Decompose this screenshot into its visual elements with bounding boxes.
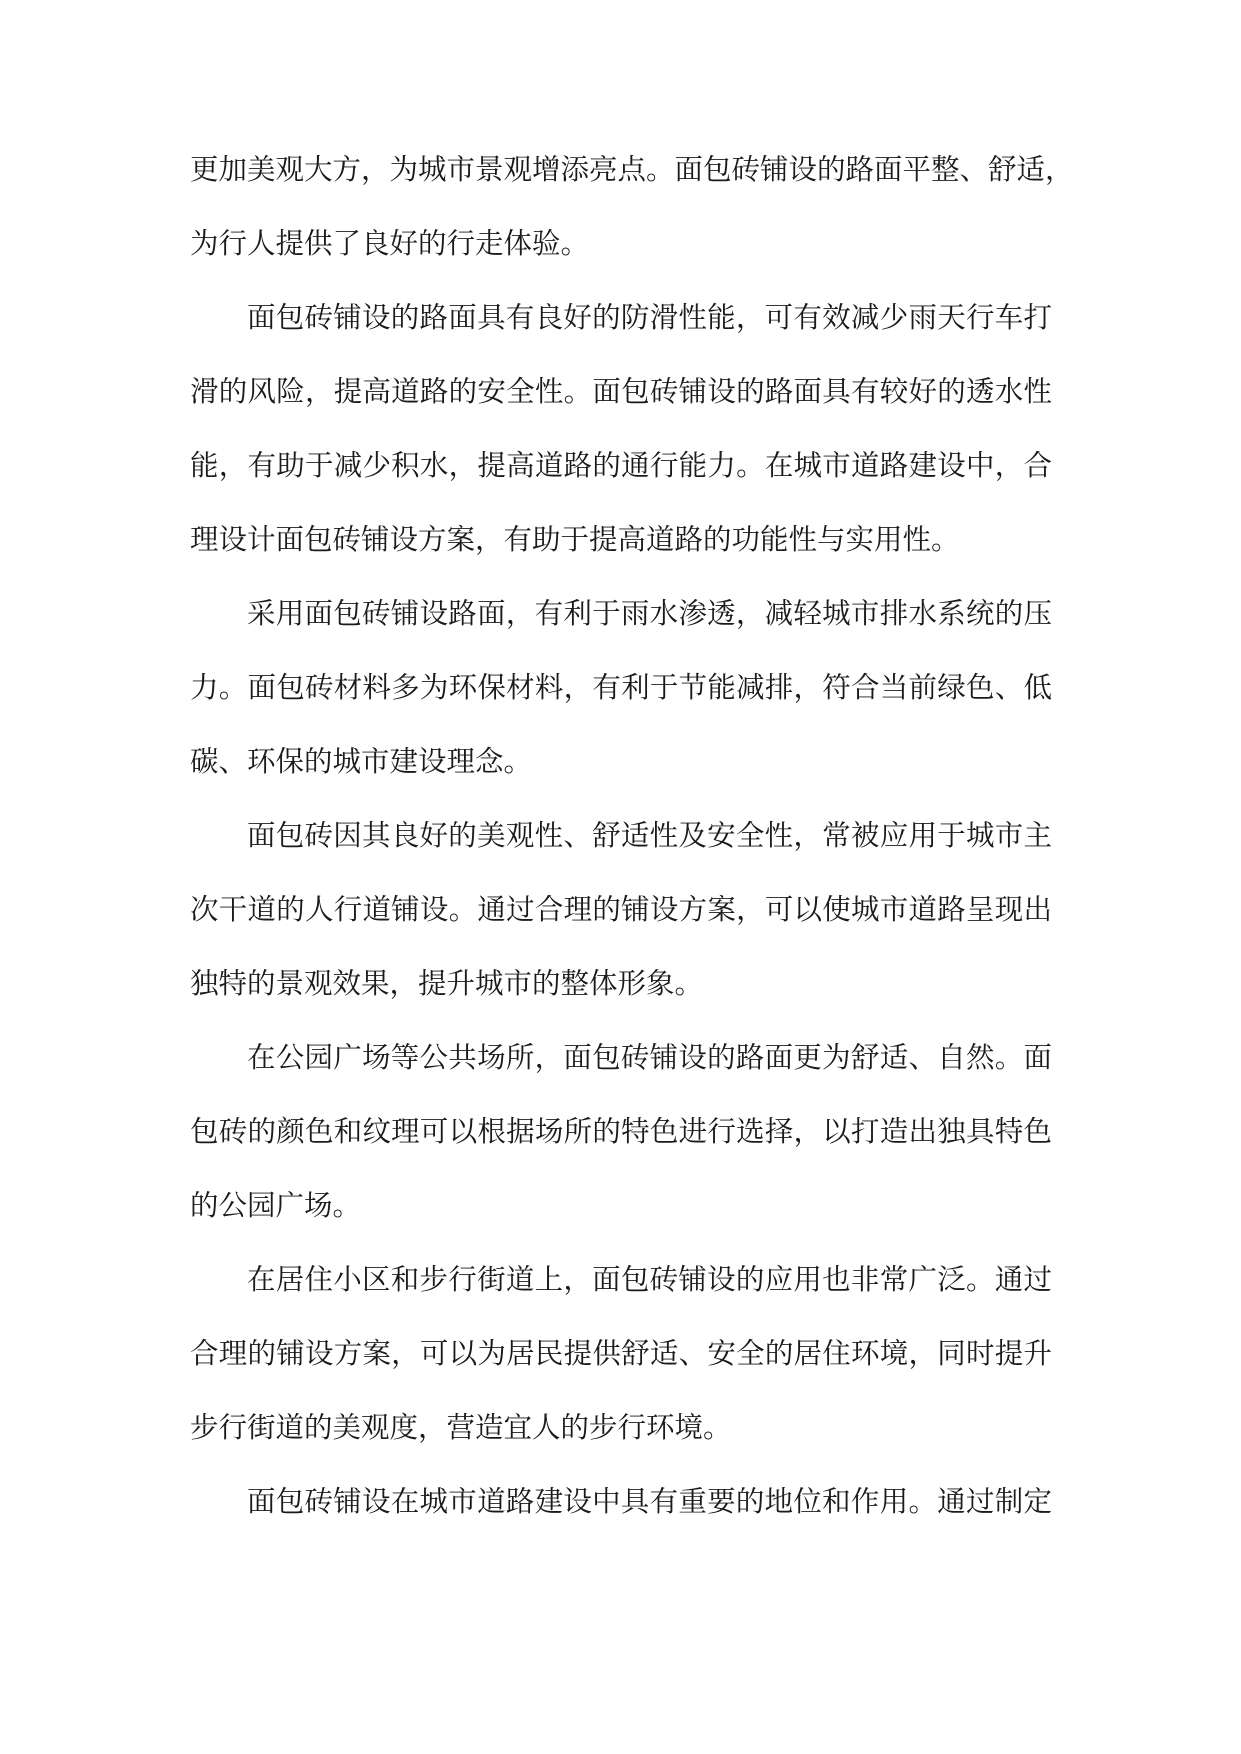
text-line: 面包砖铺设在城市道路建设中具有重要的地位和作用。通过制定 — [247, 1485, 1052, 1518]
text-line: 滑的风险，提高道路的安全性。面包砖铺设的路面具有较好的透水性 — [190, 375, 1052, 408]
text-line: 包砖的颜色和纹理可以根据场所的特色进行选择，以打造出独具特色 — [190, 1115, 1052, 1148]
text-line: 在居住小区和步行街道上，面包砖铺设的应用也非常广泛。通过 — [247, 1263, 1052, 1296]
text-line: 面包砖因其良好的美观性、舒适性及安全性，常被应用于城市主 — [247, 819, 1052, 852]
text-line: 合理的铺设方案，可以为居民提供舒适、安全的居住环境，同时提升 — [190, 1337, 1052, 1370]
text-line: 能，有助于减少积水，提高道路的通行能力。在城市道路建设中，合 — [190, 449, 1052, 482]
text-line: 力。面包砖材料多为环保材料，有利于节能减排，符合当前绿色、低 — [190, 671, 1052, 704]
text-line: 次干道的人行道铺设。通过合理的铺设方案，可以使城市道路呈现出 — [190, 893, 1052, 926]
text-line: 独特的景观效果，提升城市的整体形象。 — [190, 967, 704, 1000]
text-line: 步行街道的美观度，营造宜人的步行环境。 — [190, 1411, 732, 1444]
text-line: 为行人提供了良好的行走体验。 — [190, 227, 590, 260]
document-body — [190, 133, 1074, 1539]
text-line: 采用面包砖铺设路面，有利于雨水渗透，减轻城市排水系统的压 — [247, 597, 1052, 630]
text-line: 更加美观大方，为城市景观增添亮点。面包砖铺设的路面平整、舒适， — [190, 153, 1074, 186]
text-line: 碳、环保的城市建设理念。 — [190, 745, 533, 778]
text-line: 面包砖铺设的路面具有良好的防滑性能，可有效减少雨天行车打 — [247, 301, 1052, 334]
text-line: 在公园广场等公共场所，面包砖铺设的路面更为舒适、自然。面 — [247, 1041, 1052, 1074]
text-line: 理设计面包砖铺设方案，有助于提高道路的功能性与实用性。 — [190, 523, 960, 556]
text-line: 的公园广场。 — [190, 1189, 362, 1222]
